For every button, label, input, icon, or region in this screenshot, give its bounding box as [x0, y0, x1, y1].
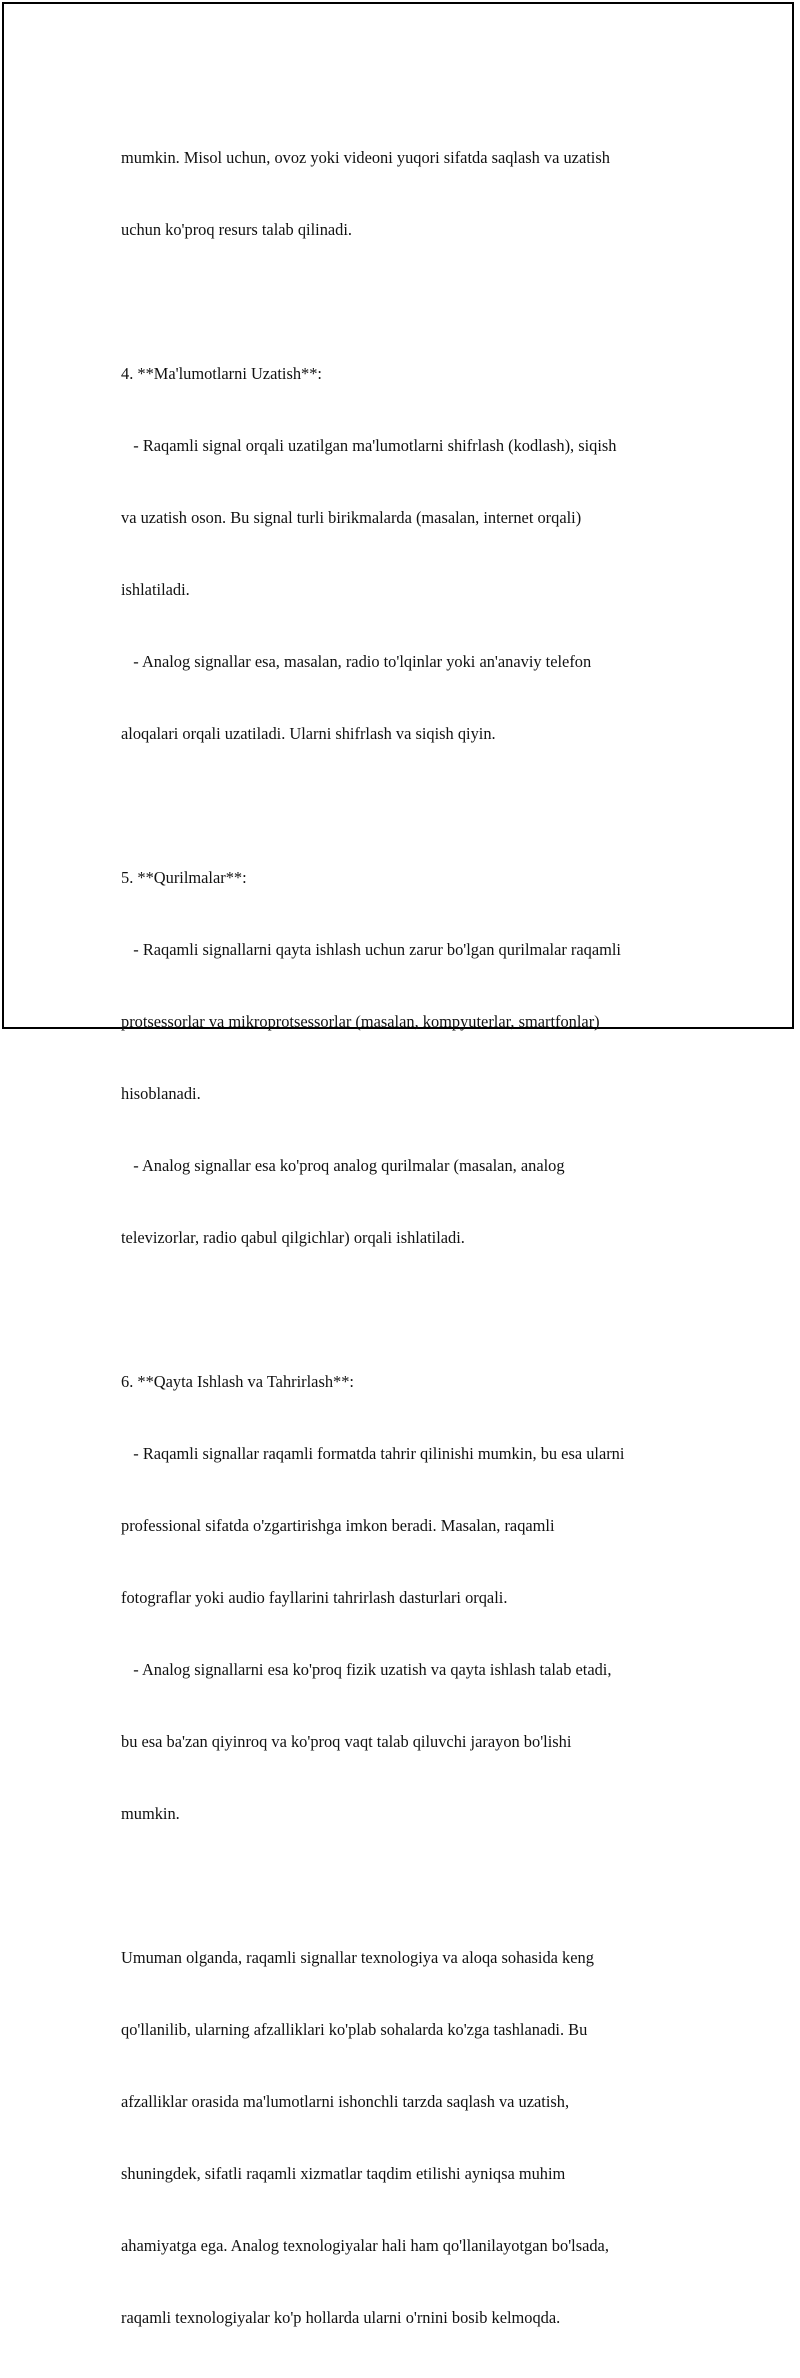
text-line: - Raqamli signallar raqamli formatda tahrir qilinishi mumkin, bu esa ularni — [121, 1444, 625, 1463]
blank-line — [121, 794, 701, 818]
text-line: bu esa ba'zan qiyinroq va ko'proq vaqt talab qiluvchi jarayon bo'lishi — [121, 1732, 572, 1751]
text-line: - Raqamli signallarni qayta ishlash uchun zarur bo'lgan qurilmalar raqamli — [121, 940, 621, 959]
section-heading: 5. **Qurilmalar**: — [121, 868, 247, 887]
text-line: aloqalari orqali uzatiladi. Ularni shifrlash va siqish qiyin. — [121, 724, 496, 743]
blank-line — [121, 290, 701, 314]
blank-line — [121, 1298, 701, 1322]
text-line: - Raqamli signal orqali uzatilgan ma'lumotlarni shifrlash (kodlash), siqish — [121, 436, 617, 455]
section-heading: 6. **Qayta Ishlash va Tahrirlash**: — [121, 1372, 354, 1391]
text-line: qo'llanilib, ularning afzalliklari ko'plab sohalarda ko'zga tashlanadi. Bu — [121, 2020, 588, 2039]
text-line: va uzatish oson. Bu signal turli birikmalarda (masalan, internet orqali) — [121, 508, 582, 527]
text-line: hisoblanadi. — [121, 1084, 201, 1103]
document-body — [121, 98, 701, 2378]
page-frame — [2, 2, 794, 2327]
text-line: - Analog signallarni esa ko'proq fizik uzatish va qayta ishlash talab etadi, — [121, 1660, 612, 1679]
text-line: mumkin. Misol uchun, ovoz yoki videoni yuqori sifatda saqlash va uzatish — [121, 148, 610, 167]
text-line: Umuman olganda, raqamli signallar texnologiya va aloqa sohasida keng — [121, 1948, 594, 1967]
text-line: protsessorlar va mikroprotsessorlar (masalan, kompyuterlar, smartfonlar) — [121, 1012, 600, 1031]
text-line: - Analog signallar esa, masalan, radio to'lqinlar yoki an'anaviy telefon — [121, 652, 592, 671]
text-line: raqamli texnologiyalar ko'p hollarda ularni o'rnini bosib kelmoqda. — [121, 2308, 561, 2327]
text-line: televizorlar, radio qabul qilgichlar) orqali ishlatiladi. — [121, 1228, 465, 1247]
text-line: - Analog signallar esa ko'proq analog qurilmalar (masalan, analog — [121, 1156, 565, 1175]
section-heading: 4. **Ma'lumotlarni Uzatish**: — [121, 364, 322, 383]
text-line: ishlatiladi. — [121, 580, 190, 599]
blank-line — [121, 1874, 701, 1898]
text-line: afzalliklar orasida ma'lumotlarni ishonchli tarzda saqlash va uzatish, — [121, 2092, 570, 2111]
text-line: professional sifatda o'zgartirishga imkon beradi. Masalan, raqamli — [121, 1516, 555, 1535]
text-line: uchun ko'proq resurs talab qilinadi. — [121, 220, 353, 239]
text-line: fotograflar yoki audio fayllarini tahrirlash dasturlari orqali. — [121, 1588, 508, 1607]
text-line: shuningdek, sifatli raqamli xizmatlar taqdim etilishi ayniqsa muhim — [121, 2164, 566, 2183]
text-line: ahamiyatga ega. Analog texnologiyalar hali ham qo'llanilayotgan bo'lsada, — [121, 2236, 609, 2255]
text-line: mumkin. — [121, 1804, 180, 1823]
